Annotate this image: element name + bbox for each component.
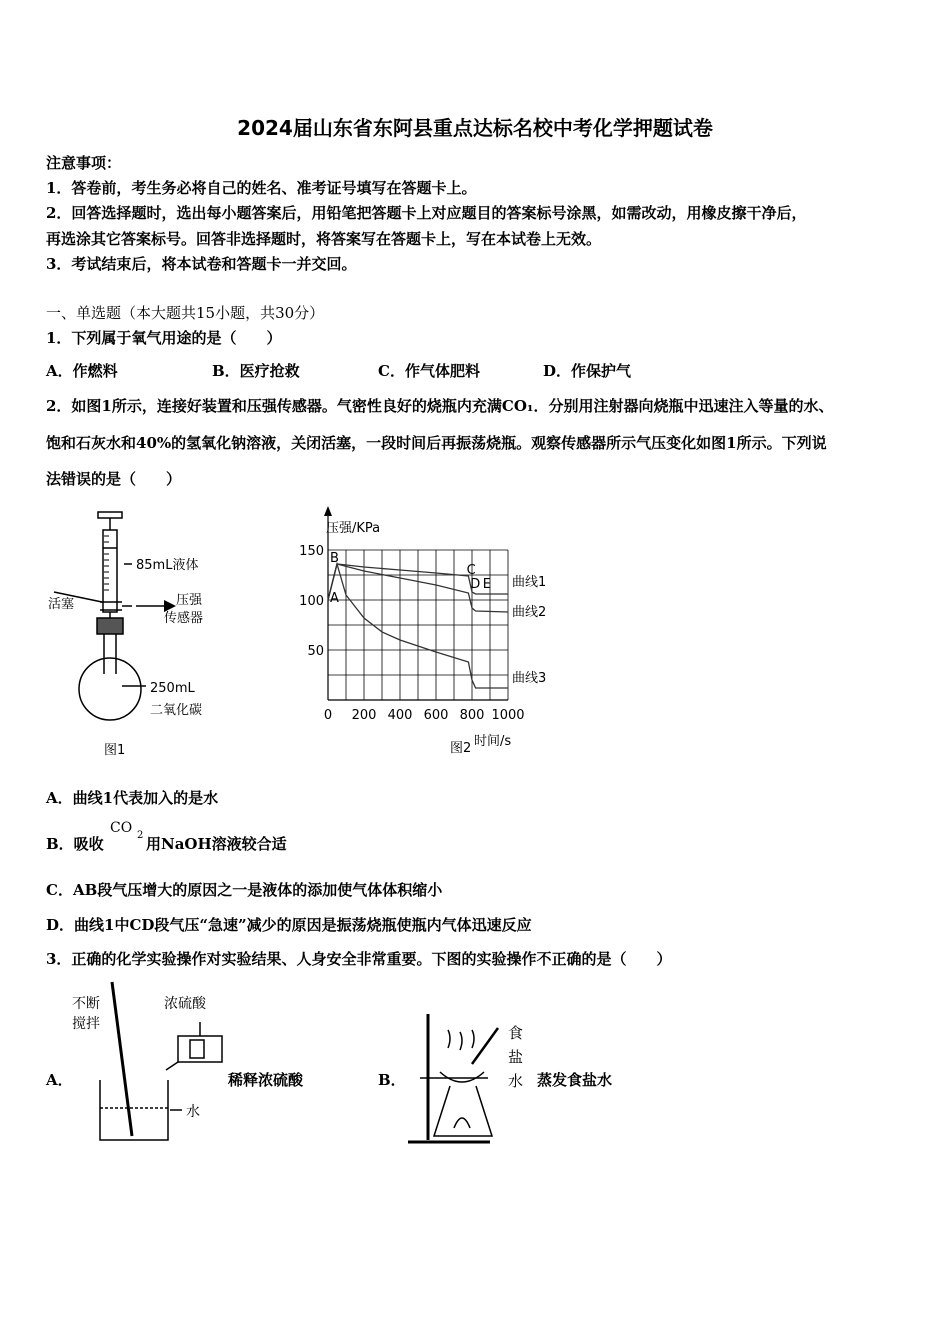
fig2-caption: 图2 (450, 741, 472, 756)
fig1-sensor-label-1: 压强 (176, 593, 203, 608)
x-tick-label: 0 (323, 708, 333, 723)
q2-figure-1 (40, 500, 270, 765)
q1-option-d: D．作保护气 (543, 362, 632, 380)
point-label-C: C (466, 563, 476, 578)
q2-option-b: B．吸收 (46, 835, 104, 853)
fig1-sensor-label-2: 传感器 (164, 611, 204, 626)
q1-option-b: B．医疗抢救 (212, 362, 300, 380)
x-tick-label: 800 (459, 708, 485, 723)
y-tick-label: 150 (299, 544, 324, 559)
x-tick-label: 200 (351, 708, 377, 723)
point-label-A: A (330, 591, 339, 606)
notice-heading: 注意事项： (46, 154, 122, 172)
fig1-caption: 图1 (104, 743, 126, 758)
x-tick-label: 600 (423, 708, 449, 723)
fig-b-char-2: 盐 (508, 1048, 524, 1066)
series-legend-2: 曲线2 (512, 605, 547, 620)
q2-option-b-subscript: 2 (137, 830, 144, 841)
chart-labels (299, 521, 546, 749)
q1-stem: 1．下列属于氧气用途的是（ ） (46, 329, 282, 347)
fig1-flask-label-1: 250mL (150, 681, 195, 696)
q3-figure-a (66, 978, 236, 1148)
q2-option-c: C．AB段气压增大的原因之一是液体的添加使气体体积缩小 (46, 881, 443, 899)
y-axis-label: 压强/KPa (326, 521, 381, 536)
series-legend-3: 曲线3 (512, 671, 547, 686)
series-legend-1: 曲线1 (512, 575, 547, 590)
point-label-D: D (470, 577, 481, 592)
chart-grid (328, 550, 508, 700)
fig-a-acid-label: 浓硫酸 (164, 996, 206, 1012)
point-label-E: E (482, 577, 492, 592)
notice-item-2-cont: 再选涂其它答案标号。回答非选择题时，将答案写在答题卡上，写在本试卷上无效。 (46, 230, 602, 248)
q2-figure-2-chart (290, 500, 560, 760)
q2-option-a: A．曲线1代表加入的是水 (46, 789, 219, 807)
q3-option-a-text: 稀释浓硫酸 (228, 1071, 304, 1089)
q3-option-b-label: B． (378, 1071, 406, 1089)
fig-a-stir-1: 不断 (72, 996, 100, 1012)
x-tick-label: 1000 (491, 708, 525, 723)
page-title: 2024届山东省东阿县重点达标名校中考化学押题试卷 (237, 116, 713, 140)
q3-option-b-text: 蒸发食盐水 (537, 1071, 613, 1089)
q2-stem-2: 饱和石灰水和40%的氢氧化钠溶液，关闭活塞，一段时间后再振荡烧瓶。观察传感器所示气压变化如图1所示。下列说 (46, 434, 827, 452)
q2-option-d: D．曲线1中CD段气压“急速”减少的原因是振荡烧瓶使瓶内气体迅速反应 (46, 916, 532, 934)
y-axis-arrow (324, 506, 332, 516)
q2-stem-1: 2．如图1所示，连接好装置和压强传感器。气密性良好的烧瓶内充满CO₁．分别用注射器向烧瓶中迅速注入等量的水、 (46, 397, 834, 415)
notice-item-3: 3．考试结束后，将本试卷和答题卡一并交回。 (46, 255, 357, 273)
q2-stem-3: 法错误的是（ ） (46, 470, 182, 488)
fig-a-stir-2: 搅拌 (72, 1016, 100, 1032)
y-tick-label: 50 (307, 644, 324, 659)
section-heading: 一、单选题（本大题共15小题，共30分） (46, 304, 325, 322)
notice-item-2: 2．回答选择题时，选出每小题答案后，用铅笔把答题卡上对应题目的答案标号涂黑，如需改动，用橡皮擦干净后， (46, 204, 807, 222)
y-tick-label: 100 (299, 594, 324, 609)
fig-a-water-label: 水 (186, 1104, 200, 1120)
point-label-B: B (330, 551, 339, 566)
q1-option-a: A．作燃料 (46, 362, 118, 380)
fig-b-char-3: 水 (508, 1072, 524, 1090)
q3-figure-b (400, 1008, 540, 1148)
notice-item-1: 1．答卷前，考生务必将自己的姓名、准考证号填写在答题卡上。 (46, 179, 477, 197)
q2-option-b-co: CO (110, 820, 133, 836)
fig1-valve-label: 活塞 (48, 597, 75, 612)
x-tick-label: 400 (387, 708, 413, 723)
fig1-flask-label-2: 二氧化碳 (150, 703, 203, 718)
fig1-liquid-label: 85mL液体 (136, 558, 199, 573)
fig-b-char-1: 食 (508, 1024, 524, 1042)
q1-option-c: C．作气体肥料 (378, 362, 480, 380)
q3-stem: 3．正确的化学实验操作对实验结果、人身安全非常重要。下图的实验操作不正确的是（ ） (46, 950, 672, 968)
q2-option-b-rest: 用NaOH溶液较合适 (146, 835, 287, 853)
x-axis-label: 时间/s (474, 734, 512, 749)
q3-option-a-label: A． (46, 1071, 73, 1089)
